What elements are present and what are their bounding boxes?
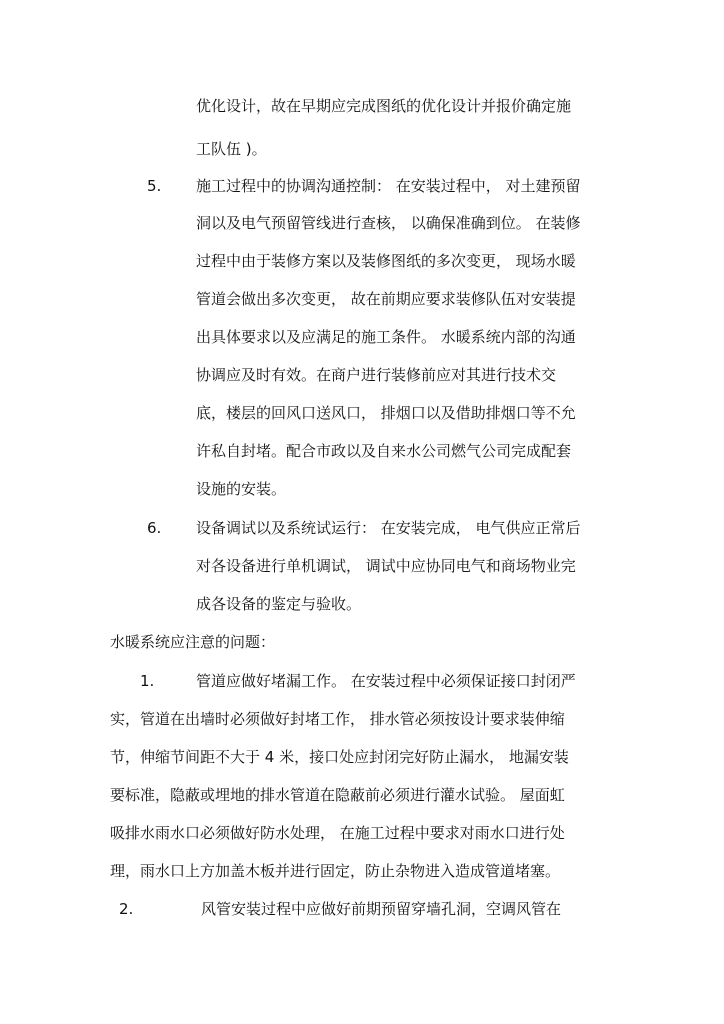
text-line: 对各设备进行单机调试， 调试中应协同电气和商场物业完 [196, 557, 576, 575]
list-number: 6. [147, 519, 162, 537]
section-heading: 水暖系统应注意的问题： [110, 633, 276, 651]
list-number: 2. [119, 900, 134, 918]
text-line: 许私自封堵。配合市政以及自来水公司燃气公司完成配套 [196, 442, 572, 460]
text-line: 过程中由于装修方案以及装修图纸的多次变更， 现场水暖 [196, 252, 576, 270]
text-line: 设备调试以及系统试运行： 在安装完成， 电气供应正常后 [196, 519, 581, 537]
list-number: 1. [140, 672, 155, 690]
list-number: 5. [147, 177, 162, 195]
text-line: 优化设计，故在早期应完成图纸的优化设计并报价确定施 [196, 97, 572, 115]
text-line: 洞以及电气预留管线进行查核， 以确保准确到位。 在装修 [196, 214, 581, 232]
text-line: 成各设备的鉴定与验收。 [196, 595, 362, 613]
text-line: 要标准，隐蔽或埋地的排水管道在隐蔽前必须进行灌水试验。 屋面虹 [110, 786, 565, 804]
text-line: 协调应及时有效。在商户进行装修前应对其进行技术交 [196, 366, 557, 384]
text-line: 工队伍 )。 [196, 140, 267, 158]
text-line: 实，管道在出墙时必须做好封堵工作， 排水管必须按设计要求装伸缩 [110, 710, 565, 728]
text-line: 理，雨水口上方加盖木板并进行固定，防止杂物进入造成管道堵塞。 [110, 862, 561, 880]
text-line: 设施的安装。 [196, 480, 287, 498]
text-line: 出具体要求以及应满足的施工条件。 水暖系统内部的沟通 [196, 328, 576, 346]
text-line: 底，楼层的回风口送风口， 排烟口以及借助排烟口等不允 [196, 404, 576, 422]
text-line: 施工过程中的协调沟通控制： 在安装过程中， 对土建预留 [196, 177, 581, 195]
text-line: 吸排水雨水口必须做好防水处理， 在施工过程中要求对雨水口进行处 [110, 824, 565, 842]
text-line: 风管安装过程中应做好前期预留穿墙孔洞，空调风管在 [201, 900, 562, 918]
text-line: 管道会做出多次变更， 故在前期应要求装修队伍对安装提 [196, 290, 576, 308]
text-line: 管道应做好堵漏工作。 在安装过程中必须保证接口封闭严 [196, 672, 576, 690]
text-line: 节，伸缩节间距不大于 4 米，接口处应封闭完好防止漏水， 地漏安装 [110, 748, 569, 766]
